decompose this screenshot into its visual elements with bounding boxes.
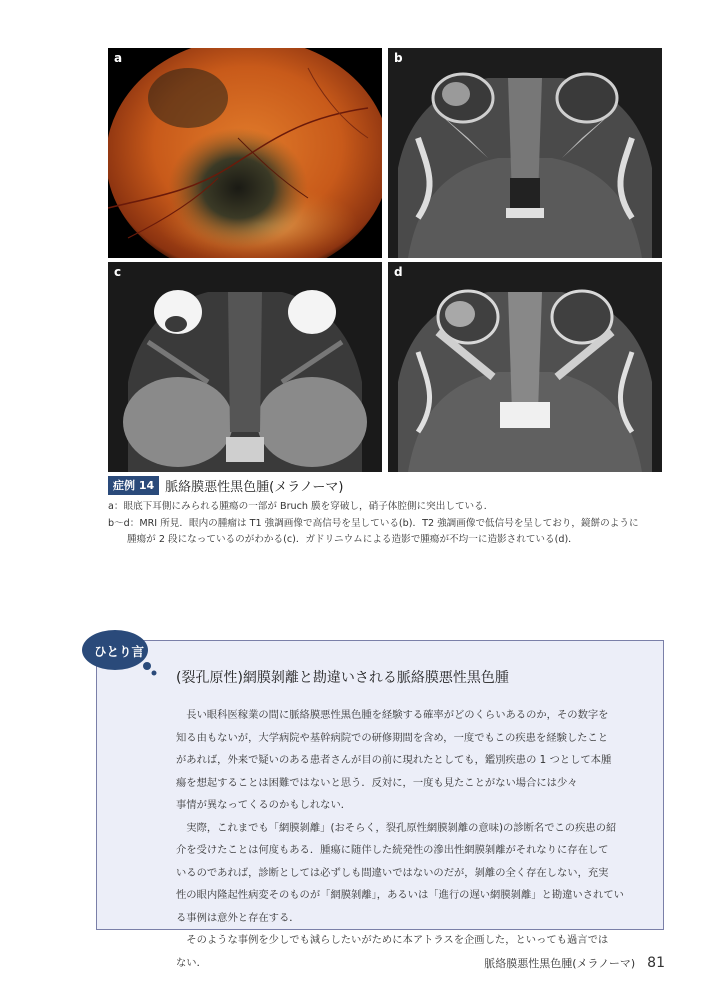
panel-label-c: c: [114, 265, 122, 279]
mri-gadolinium-image: [388, 262, 662, 472]
caption-line: 腫瘍が 2 段になっているのがわかる(c)．ガドリニウムによる造影で腫瘍が不均一に造影されている(d)．: [127, 534, 578, 545]
caption-line: b～d：MRI 所見．眼内の腫瘤は T1 強調画像で高信号を呈している(b)．T2 強調画像で低信号を呈しており，鏡餅のように: [108, 518, 639, 529]
panel-label-d: d: [394, 265, 403, 279]
page-footer: [484, 955, 665, 971]
body-line: そのような事例を少しでも減らしたいがために本アトラスを企画した，といっても過言では: [186, 934, 609, 946]
mri-t1-image: [388, 48, 662, 258]
panel-label-b: b: [394, 51, 403, 65]
running-title: 脈絡膜悪性黒色腫(メラノーマ): [484, 957, 636, 970]
body-line: 実際，これまでも「網膜剝離」(おそらく，裂孔原性網膜剝離の意味)の診断名でこの疾患の紹: [186, 821, 617, 834]
fundus-photo-panel: [108, 48, 382, 258]
fundus-image: [108, 48, 382, 258]
body-line: る事例は意外と存在する．: [176, 911, 300, 924]
mri-t2-image: [108, 262, 382, 472]
body-line: 事情が異なってくるのかもしれない．: [176, 799, 352, 811]
column-label: ひとり言: [93, 644, 144, 659]
caption-line: a：眼底下耳側にみられる腫瘍の一部が Bruch 膜を穿破し，硝子体腔側に突出している．: [108, 501, 494, 512]
body-line: があれば，外来で疑いのある患者さんが目の前に現れたとしても，鑑別疾患の 1 つとして本腫: [176, 754, 612, 766]
mri-t2-panel: [108, 262, 382, 472]
page-number: 81: [647, 955, 665, 971]
column-body: [176, 704, 656, 974]
body-line: ない．: [176, 956, 207, 969]
case-number-badge: 症例 14: [108, 476, 159, 495]
mri-t1-panel: [388, 48, 662, 258]
case-title: 脈絡膜悪性黒色腫(メラノーマ): [165, 480, 344, 495]
body-line: 長い眼科医稼業の間に脈絡膜悪性黒色腫を経験する確率がどのくらいあるのか，その数字を: [186, 709, 609, 721]
column-title: (裂孔原性)網膜剝離と勘違いされる脈絡膜悪性黒色腫: [176, 670, 509, 686]
body-line: 瘍を想起することは困難ではないと思う．反対に，一度も見たことがない場合には少々: [176, 776, 578, 789]
body-line: いるのであれば，診断としては必ずしも間違いではないのだが，剝離の全く存在しない，充実: [176, 866, 609, 879]
body-line: 介を受けたことは何度もある．腫瘍に随伴した続発性の滲出性網膜剝離がそれなりに存在して: [176, 844, 609, 856]
body-line: 知る由もないが，大学病院や基幹病院での研修期間を含め，一度でもこの疾患を経験したこと: [176, 731, 609, 744]
panel-label-a: a: [114, 51, 123, 65]
figure-caption-heading: [108, 476, 344, 495]
mri-gadolinium-panel: [388, 262, 662, 472]
body-line: 性の眼内隆起性病変そのものが「網膜剝離」，あるいは「進行の遅い網膜剝離」と勘違いされてい: [176, 889, 624, 901]
